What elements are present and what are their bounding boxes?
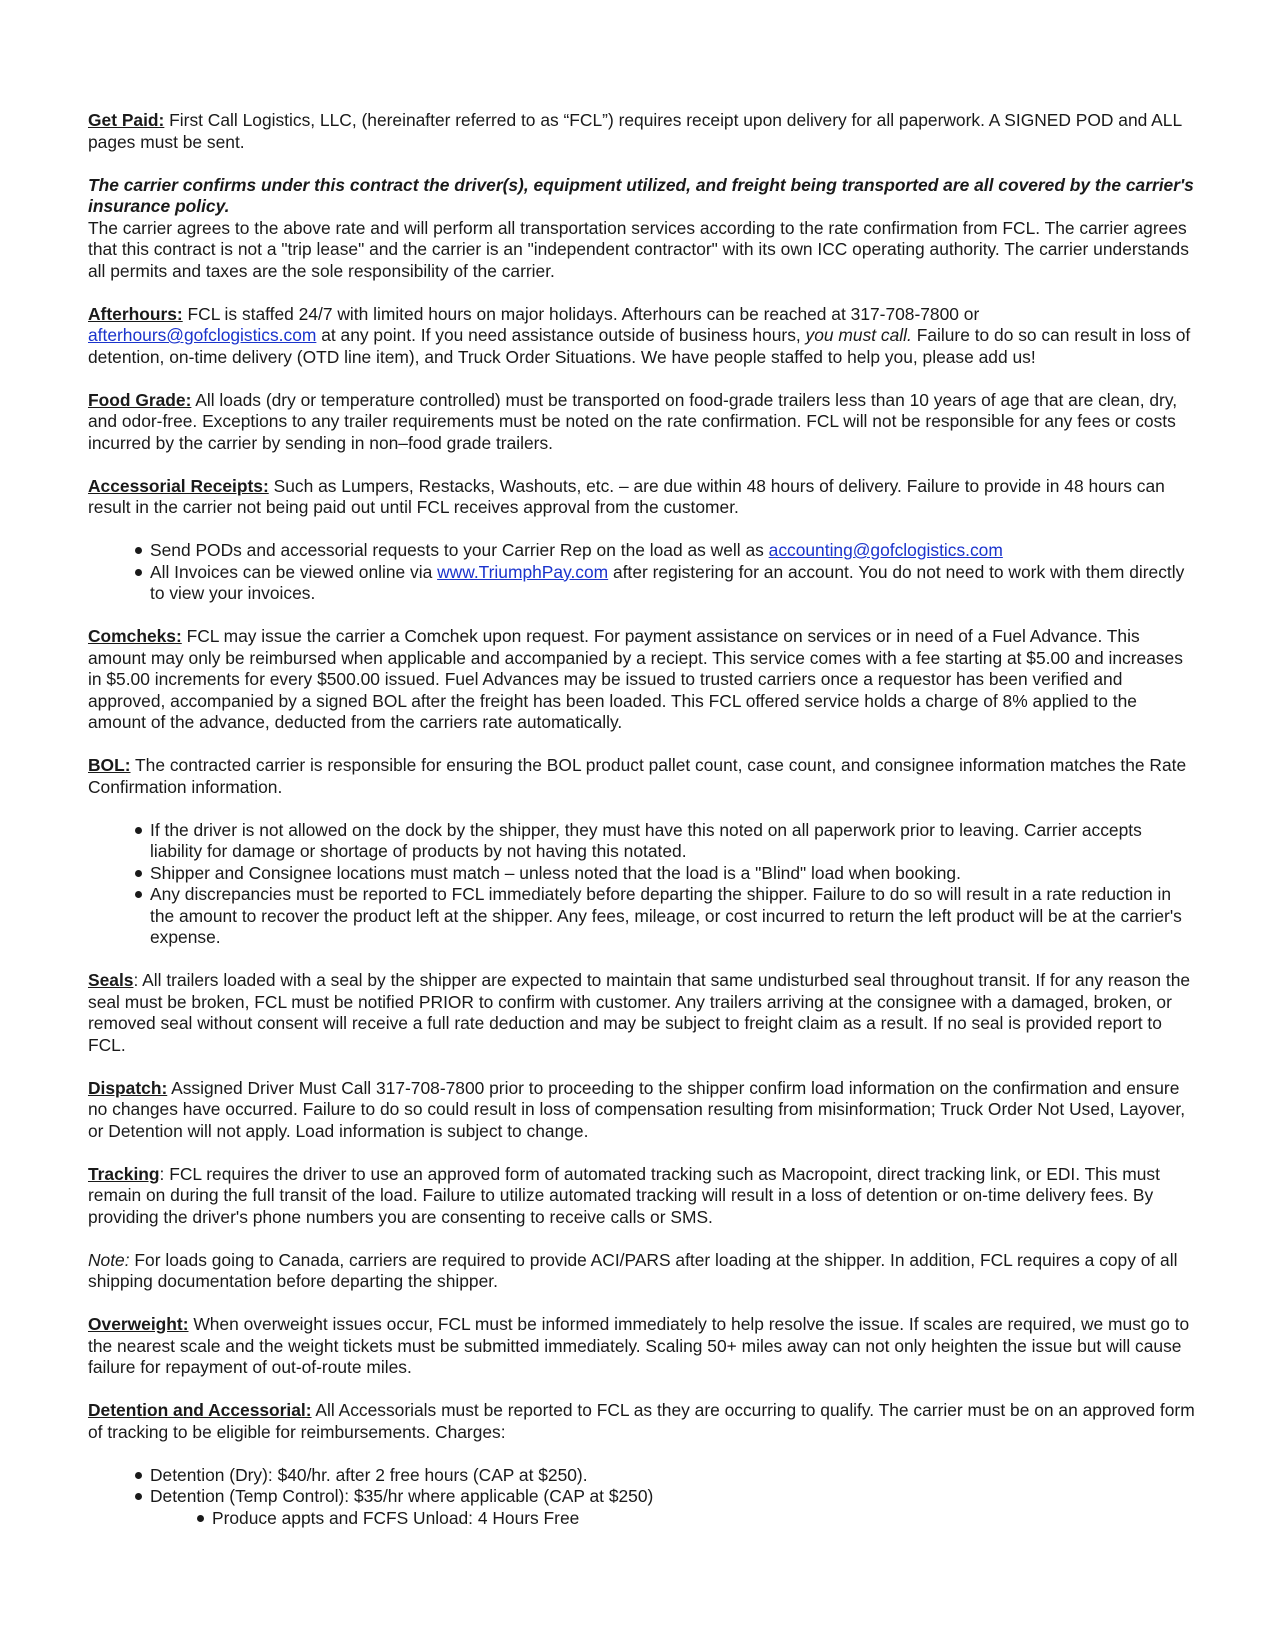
- bullet-text: after registering for an account. You do not need to work with them directly to view your invoices.: [150, 561, 1185, 603]
- afterhours-email-link[interactable]: afterhours@gofclogistics.com: [88, 325, 317, 345]
- comcheks-heading: Comcheks:: [88, 626, 182, 646]
- seals-paragraph: [88, 970, 1198, 1056]
- seals-text: : All trailers loaded with a seal by the shipper are expected to maintain that same undisturbed seal throughout transit. If for any reason the seal must be broken, FCL must be notified PRIOR to confirm with customer. Any trailers arriving at the consignee with a damaged, broken, or removed seal without consent will receive a full rate deduction and may be subject to freight claim as a result. If no seal is provided report to FCL.: [88, 970, 1191, 1055]
- get-paid-text: First Call Logistics, LLC, (hereinafter referred to as “FCL”) requires receipt upon delivery for all paperwork. A SIGNED POD and ALL pages must be sent.: [88, 110, 1182, 152]
- bullet-text: Send PODs and accessorial requests to your Carrier Rep on the load as well as: [150, 540, 769, 560]
- list-item: [150, 1486, 1198, 1529]
- dispatch-heading: Dispatch:: [88, 1077, 168, 1098]
- bol-paragraph: [88, 755, 1198, 798]
- insurance-statement: The carrier confirms under this contract the driver(s), equipment utilized, and freight being transported are all covered by the carrier's insurance policy.: [88, 174, 1194, 216]
- bullet-text: Detention (Temp Control): $35/hr where applicable (CAP at $250): [150, 1486, 654, 1506]
- triumphpay-link[interactable]: www.TriumphPay.com: [437, 561, 609, 582]
- overweight-paragraph: [88, 1314, 1198, 1379]
- afterhours-text-3: Failure to do so can result in loss of detention, on-time delivery (OTD line item), and Truck Order Situations. We have people staffed to help you, please add us!: [88, 325, 1191, 367]
- comcheks-paragraph: [88, 626, 1198, 734]
- accessorial-receipts-text: Such as Lumpers, Restacks, Washouts, etc. – are due within 48 hours of delivery. Failure to provide in 48 hours can result in the carrier not being paid out until FCL receives approval from the customer.: [88, 475, 1165, 517]
- seals-heading: Seals: [88, 970, 134, 990]
- food-grade-paragraph: [88, 390, 1198, 455]
- overweight-text: When overweight issues occur, FCL must be informed immediately to help resolve the issue. If scales are required, we must go to the nearest scale and the weight tickets must be submitted immediately. Scaling 50+ miles away can not only heighten the issue but will cause failure for repayment of out-of-route miles.: [88, 1314, 1190, 1377]
- note-label: Note:: [88, 1249, 130, 1270]
- food-grade-heading: Food Grade:: [88, 389, 192, 410]
- detention-paragraph: [88, 1400, 1198, 1443]
- list-item: [150, 540, 1198, 562]
- detention-charges-list: [88, 1465, 1198, 1530]
- get-paid-heading: Get Paid:: [88, 110, 165, 130]
- afterhours-text-2: at any point. If you need assistance outside of business hours,: [316, 325, 806, 345]
- list-item: Any discrepancies must be reported to FCL immediately before departing the shipper. Failure to do so will result in a rate reduction in the amount to recover the product left at the shipper. Any fees, mileage, or cost incurred to return the left product will be at the carrier's expense.: [150, 884, 1198, 949]
- afterhours-emphasis: you must call.: [805, 325, 912, 345]
- bullet-text: All Invoices can be viewed online via: [150, 561, 438, 582]
- note-paragraph: [88, 1250, 1198, 1293]
- accounting-email-link[interactable]: accounting@gofclogistics.com: [768, 540, 1003, 560]
- bol-heading: BOL:: [88, 755, 131, 775]
- afterhours-paragraph: [88, 304, 1198, 369]
- bol-list: [88, 820, 1198, 949]
- comcheks-text: FCL may issue the carrier a Comchek upon request. For payment assistance on services or in need of a Fuel Advance. This amount may only be reimbursed when applicable and accompanied by a reciept. This service comes with a fee starting at $5.00 and increases in $5.00 increments for every $500.00 issued. Fuel Advances may be issued to trusted carriers once a requestor has been verified and approved, accompanied by a signed BOL after the freight has been loaded. This FCL offered service holds a charge of 8% applied to the amount of the advance, deducted from the carriers rate automatically.: [88, 626, 1183, 732]
- tracking-paragraph: [88, 1164, 1198, 1229]
- note-text: For loads going to Canada, carriers are required to provide ACI/PARS after loading at the shipper. In addition, FCL requires a copy of all shipping documentation before departing the shipper.: [88, 1249, 1178, 1291]
- tracking-text: : FCL requires the driver to use an approved form of automated tracking such as Macropoint, direct tracking link, or EDI. This must remain on during the full transit of the load. Failure to utilize automated tracking will result in a loss of detention or on-time delivery fees. By providing the driver's phone numbers you are consenting to receive calls or SMS.: [88, 1163, 1160, 1227]
- overweight-heading: Overweight:: [88, 1314, 189, 1334]
- accessorial-receipts-paragraph: [88, 476, 1198, 519]
- dispatch-paragraph: [88, 1078, 1198, 1143]
- detention-heading: Detention and Accessorial:: [88, 1400, 312, 1420]
- list-item: If the driver is not allowed on the dock by the shipper, they must have this noted on all paperwork prior to leaving. Carrier accepts liability for damage or shortage of products by not having this notated.: [150, 820, 1198, 863]
- list-item: [150, 562, 1198, 605]
- tracking-heading: Tracking: [88, 1163, 160, 1184]
- bol-text: The contracted carrier is responsible for ensuring the BOL product pallet count, case count, and consignee information matches the Rate Confirmation information.: [88, 755, 1187, 797]
- sub-list-item: Produce appts and FCFS Unload: 4 Hours Free: [212, 1508, 1198, 1530]
- detention-text: All Accessorials must be reported to FCL as they are occurring to qualify. The carrier must be on an approved form of tracking to be eligible for reimbursements. Charges:: [88, 1400, 1195, 1442]
- afterhours-text-1: FCL is staffed 24/7 with limited hours on major holidays. Afterhours can be reached at 317-708-7800 or: [182, 303, 980, 324]
- accessorial-receipts-list: [88, 540, 1198, 605]
- terms-content: [88, 110, 1198, 1529]
- carrier-agreement-text: The carrier agrees to the above rate and will perform all transportation services according to the rate confirmation from FCL. The carrier agrees that this contract is not a "trip lease" and the carrier is an "independent contractor" with its own ICC operating authority. The carrier understands all permits and taxes are the sole responsibility of the carrier.: [88, 217, 1189, 281]
- get-paid-paragraph: [88, 110, 1198, 153]
- dispatch-text: Assigned Driver Must Call 317-708-7800 prior to proceeding to the shipper confirm load information on the confirmation and ensure no changes have occurred. Failure to do so could result in loss of compensation resulting from misinformation; Truck Order Not Used, Layover, or Detention will not apply. Load information is subject to change.: [88, 1077, 1186, 1141]
- accessorial-receipts-heading: Accessorial Receipts:: [88, 475, 269, 496]
- list-item: Shipper and Consignee locations must match – unless noted that the load is a "Blind" load when booking.: [150, 863, 1198, 885]
- food-grade-text: All loads (dry or temperature controlled) must be transported on food-grade trailers less than 10 years of age that are clean, dry, and odor-free. Exceptions to any trailer requirements must be noted on the rate confirmation. FCL will not be responsible for any fees or costs incurred by the carrier by sending in non–food grade trailers.: [88, 389, 1178, 453]
- detention-sub-list: [150, 1508, 1198, 1530]
- list-item: Detention (Dry): $40/hr. after 2 free hours (CAP at $250).: [150, 1465, 1198, 1487]
- afterhours-heading: Afterhours:: [88, 303, 183, 324]
